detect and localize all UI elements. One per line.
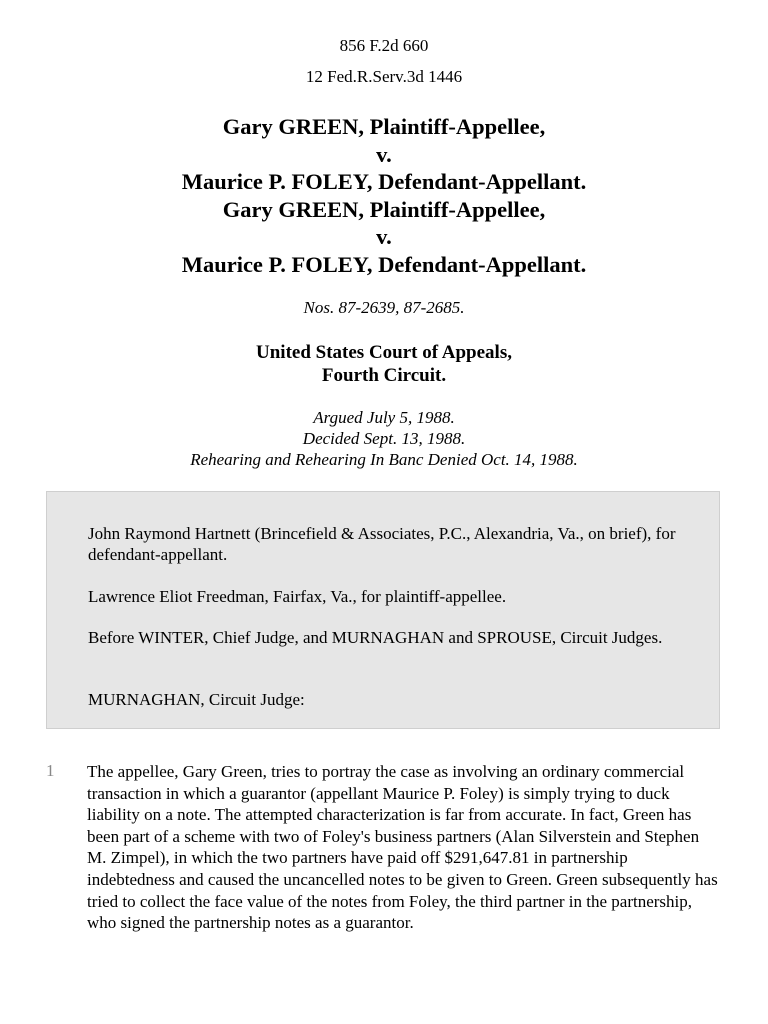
decided-date: Decided Sept. 13, 1988. — [302, 429, 466, 448]
judges-panel: Before WINTER, Chief Judge, and MURNAGHAN and SPROUSE, Circuit Judges. — [88, 628, 663, 647]
opinion-paragraph: The appellee, Gary Green, tries to portray the case as involving an ordinary commercial transaction in which a guarantor (appellant Maurice P. Foley) is simply trying to duck liability on a note. The attempted characterization is far from accurate. In fact, Green has been part of a scheme with two of Foley's business partners (Alan Silverstein and Stephen M. Zimpel), in which the two partners have paid off $291,647.81 in partnership indebtedness and caused the uncancelled notes to be given to Green. Green subsequently has tried to collect the face value of the notes from Foley, the third partner in the partnership, who signed the partnership notes as a guarantor. — [87, 762, 718, 933]
court-name — [0, 341, 768, 387]
docket-numbers: Nos. 87-2639, 87-2685. — [303, 298, 465, 317]
caption-line-plaintiff: Gary GREEN, Plaintiff-Appellee, — [222, 196, 546, 222]
counsel-panel — [46, 491, 720, 729]
parallel-citation: 12 Fed.R.Serv.3d 1446 — [305, 67, 463, 86]
appellant-counsel: John Raymond Hartnett (Brincefield & Associates, P.C., Alexandria, Va., on brief), for defendant-appellant. — [88, 524, 676, 564]
case-caption — [0, 113, 768, 278]
caption-line-plaintiff: Gary GREEN, Plaintiff-Appellee, — [222, 114, 546, 139]
opinion-author: MURNAGHAN, Circuit Judge: — [88, 690, 305, 709]
caption-line-defendant: Maurice P. FOLEY, Defendant-Appellant. — [181, 251, 587, 277]
caption-line-versus: v. — [376, 224, 392, 249]
case-dates — [0, 407, 768, 470]
reporter-citation: 856 F.2d 660 — [339, 36, 429, 55]
appellee-counsel: Lawrence Eliot Freedman, Fairfax, Va., for plaintiff-appellee. — [88, 587, 507, 606]
argued-date: Argued July 5, 1988. — [313, 408, 455, 427]
court-name-line: United States Court of Appeals, — [256, 342, 512, 363]
court-circuit-line: Fourth Circuit. — [321, 365, 447, 386]
paragraph-number: 1 — [46, 761, 55, 780]
caption-line-versus: v. — [376, 141, 392, 167]
caption-line-defendant: Maurice P. FOLEY, Defendant-Appellant. — [181, 169, 587, 194]
rehearing-date: Rehearing and Rehearing In Banc Denied Oct. 14, 1988. — [190, 450, 578, 469]
